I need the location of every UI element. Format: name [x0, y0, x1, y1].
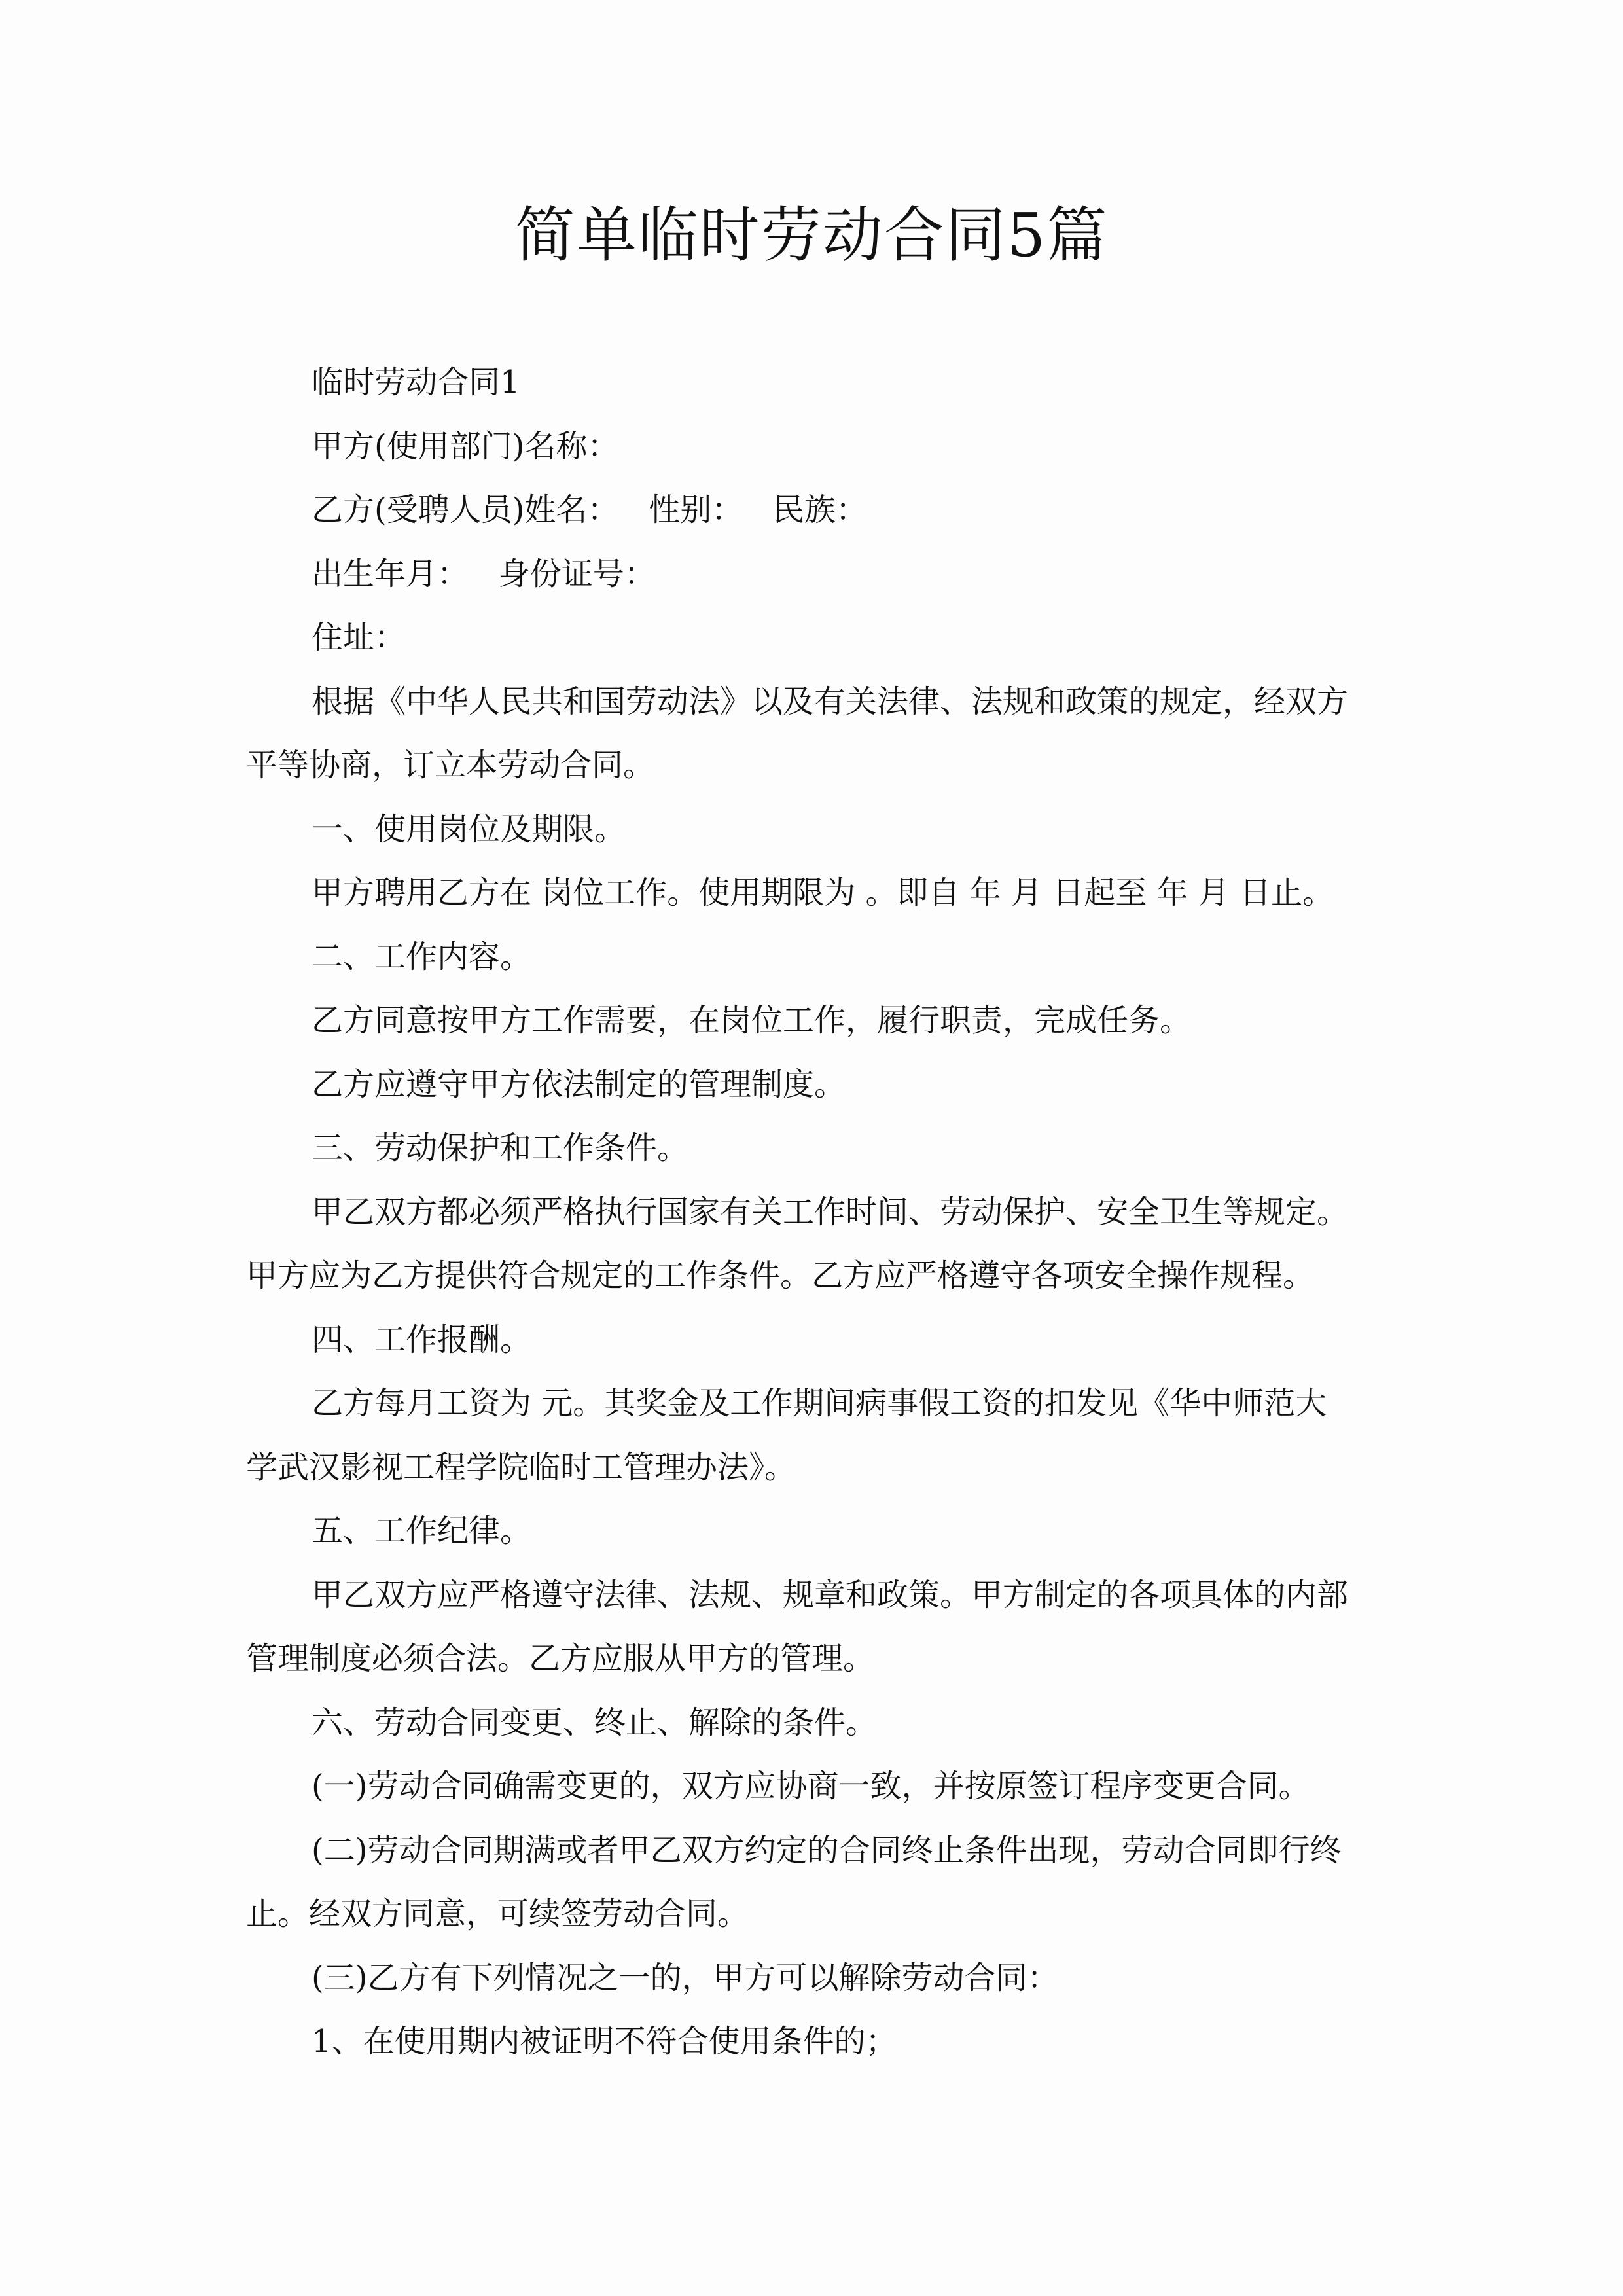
paragraph-clause-4-cont: 学武汉影视工程学院临时工管理办法》。	[246, 1448, 796, 1486]
subclause-6-3: (三)乙方有下列情况之一的，甲方可以解除劳动合同：	[312, 1959, 1059, 1996]
field-party-b-info: 乙方(受聘人员)姓名： 性别： 民族：	[312, 492, 868, 528]
subclause-6-2: (二)劳动合同期满或者甲乙双方约定的合同终止条件出现，劳动合同即行终	[312, 1831, 1342, 1869]
paragraph-clause-4: 乙方每月工资为 元。其奖金及工作期间病事假工资的扣发见《华中师范大	[312, 1385, 1327, 1422]
subclause-6-1: (一)劳动合同确需变更的，双方应协商一致，并按原签订程序变更合同。	[312, 1768, 1310, 1804]
section-heading: 临时劳动合同1	[312, 364, 520, 401]
paragraph-clause-3-cont: 甲方应为乙方提供符合规定的工作条件。乙方应严格遵守各项安全操作规程。	[246, 1257, 1315, 1294]
clause-heading-5: 五、工作纪律。	[312, 1513, 532, 1549]
field-party-a-name: 甲方(使用部门)名称：	[312, 427, 619, 465]
field-birth-id: 出生年月： 身份证号：	[312, 555, 656, 592]
paragraph-clause-5-cont: 管理制度必须合法。乙方应服从甲方的管理。	[246, 1640, 875, 1677]
list-item-1: 1、在使用期内被证明不符合使用条件的；	[312, 2023, 897, 2060]
paragraph-clause-2b: 乙方应遵守甲方依法制定的管理制度。	[312, 1066, 846, 1103]
paragraph-preamble-cont: 平等协商，订立本劳动合同。	[246, 747, 655, 783]
paragraph-clause-3: 甲乙双方都必须严格执行国家有关工作时间、劳动保护、安全卫生等规定。	[312, 1193, 1349, 1230]
subclause-6-2-cont: 止。经双方同意，可续签劳动合同。	[246, 1895, 749, 1932]
clause-heading-4: 四、工作报酬。	[312, 1321, 532, 1358]
document-title: 简单临时劳动合同5篇	[514, 200, 1109, 270]
field-address: 住址：	[312, 619, 406, 656]
paragraph-preamble: 根据《中华人民共和国劳动法》以及有关法律、法规和政策的规定，经双方	[312, 683, 1349, 720]
paragraph-clause-5: 甲乙双方应严格遵守法律、法规、规章和政策。甲方制定的各项具体的内部	[312, 1576, 1349, 1613]
clause-heading-6: 六、劳动合同变更、终止、解除的条件。	[312, 1704, 878, 1741]
document-body	[246, 351, 1378, 2074]
paragraph-clause-2a: 乙方同意按甲方工作需要，在岗位工作，履行职责，完成任务。	[312, 1002, 1192, 1039]
clause-heading-2: 二、工作内容。	[312, 938, 532, 975]
clause-heading-1: 一、使用岗位及期限。	[312, 810, 626, 848]
paragraph-clause-1: 甲方聘用乙方在 岗位工作。使用期限为 。即自 年 月 日起至 年 月 日止。	[312, 874, 1334, 911]
clause-heading-3: 三、劳动保护和工作条件。	[312, 1130, 689, 1166]
